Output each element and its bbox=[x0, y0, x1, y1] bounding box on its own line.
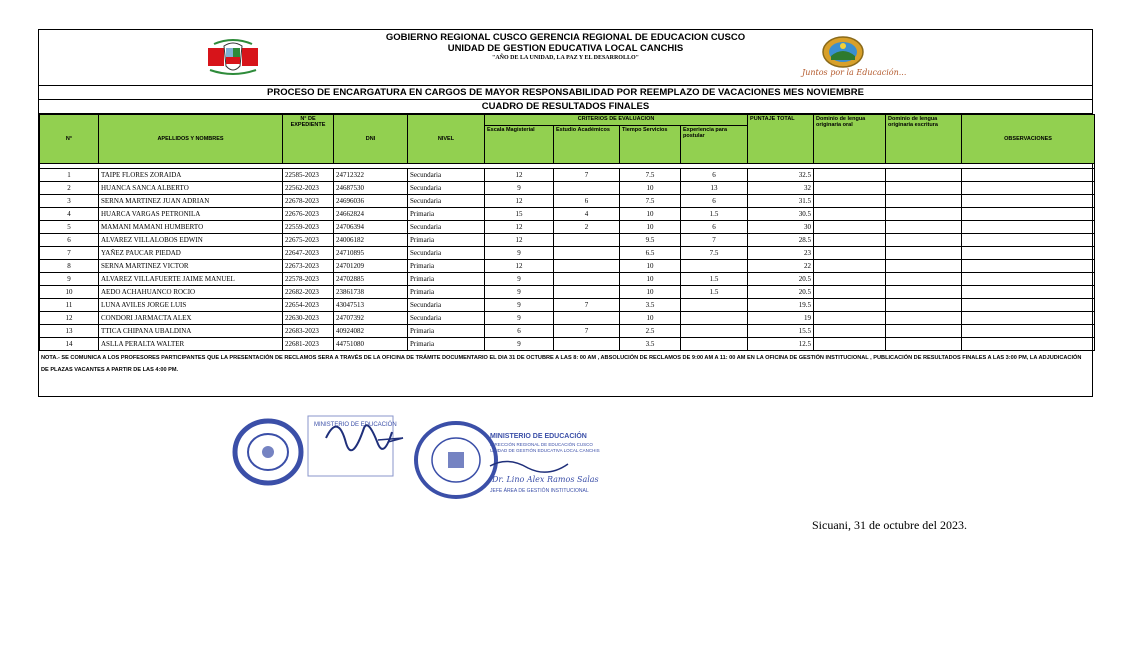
row-oral bbox=[814, 195, 886, 208]
row-number: 4 bbox=[40, 208, 99, 221]
row-name: SERNA MARTINEZ JUAN ADRIAN bbox=[99, 195, 283, 208]
right-seal-stamp bbox=[416, 423, 496, 497]
year-motto: "AÑO DE LA UNIDAD, LA PAZ Y EL DESARROLLO" bbox=[492, 55, 639, 61]
row-escala: 12 bbox=[485, 234, 554, 247]
row-estudios: 7 bbox=[554, 169, 620, 182]
table-row bbox=[40, 312, 1095, 325]
row-escala: 6 bbox=[485, 325, 554, 338]
ugel-line: UNIDAD DE GESTION EDUCATIVA LOCAL CANCHIS bbox=[447, 43, 684, 54]
row-escritura bbox=[886, 195, 962, 208]
row-escala: 9 bbox=[485, 182, 554, 195]
col-experiencia-header: Experiencia para postular bbox=[681, 126, 748, 164]
row-nivel: Secundaria bbox=[408, 247, 485, 260]
criterios-group-header: CRITERIOS DE EVALUACION bbox=[485, 115, 748, 126]
results-subtitle: CUADRO DE RESULTADOS FINALES bbox=[39, 100, 1092, 114]
row-escritura bbox=[886, 221, 962, 234]
row-number: 5 bbox=[40, 221, 99, 234]
row-puntaje: 32 bbox=[748, 182, 814, 195]
official-stamps-signatures bbox=[228, 408, 620, 506]
row-number: 7 bbox=[40, 247, 99, 260]
row-number: 2 bbox=[40, 182, 99, 195]
row-escala: 9 bbox=[485, 338, 554, 351]
left-seal-stamp bbox=[235, 421, 301, 483]
col-expediente-header: N° DE EXPEDIENTE bbox=[283, 115, 334, 164]
row-name: YAÑEZ PAUCAR PIEDAD bbox=[99, 247, 283, 260]
row-escala: 12 bbox=[485, 195, 554, 208]
row-number: 13 bbox=[40, 325, 99, 338]
table-row bbox=[40, 221, 1095, 234]
row-nivel: Primaria bbox=[408, 286, 485, 299]
row-nivel: Primaria bbox=[408, 325, 485, 338]
row-puntaje: 19.5 bbox=[748, 299, 814, 312]
row-experiencia bbox=[681, 338, 748, 351]
row-name: LUNA AVILES JORGE LUIS bbox=[99, 299, 283, 312]
row-oral bbox=[814, 260, 886, 273]
row-escala: 9 bbox=[485, 273, 554, 286]
row-escritura bbox=[886, 182, 962, 195]
row-estudios: 6 bbox=[554, 195, 620, 208]
row-dni: 43047513 bbox=[334, 299, 408, 312]
row-puntaje: 30 bbox=[748, 221, 814, 234]
row-expediente: 22673-2023 bbox=[283, 260, 334, 273]
row-nivel: Primaria bbox=[408, 208, 485, 221]
row-nivel: Secundaria bbox=[408, 312, 485, 325]
row-name: ALVAREZ VILLAFUERTE JAIME MANUEL bbox=[99, 273, 283, 286]
row-experiencia: 7.5 bbox=[681, 247, 748, 260]
row-name: ASLLA PERALTA WALTER bbox=[99, 338, 283, 351]
results-rows bbox=[40, 169, 1095, 351]
row-nivel: Primaria bbox=[408, 273, 485, 286]
row-dni: 24701209 bbox=[334, 260, 408, 273]
row-puntaje: 20.5 bbox=[748, 273, 814, 286]
row-number: 11 bbox=[40, 299, 99, 312]
row-name: TTICA CHIPANA UBALDINA bbox=[99, 325, 283, 338]
row-observaciones bbox=[962, 182, 1095, 195]
signer-role: JEFE ÁREA DE GESTIÓN INSTITUCIONAL bbox=[490, 488, 589, 494]
row-expediente: 22681-2023 bbox=[283, 338, 334, 351]
row-observaciones bbox=[962, 286, 1095, 299]
table-row bbox=[40, 273, 1095, 286]
row-oral bbox=[814, 169, 886, 182]
col-oral-header: Dominio de lengua originaria oral bbox=[814, 115, 886, 164]
row-tiempo: 6.5 bbox=[620, 247, 681, 260]
row-expediente: 22578-2023 bbox=[283, 273, 334, 286]
row-tiempo: 10 bbox=[620, 312, 681, 325]
table-row bbox=[40, 260, 1095, 273]
row-tiempo: 10 bbox=[620, 208, 681, 221]
row-expediente: 22675-2023 bbox=[283, 234, 334, 247]
row-number: 9 bbox=[40, 273, 99, 286]
row-expediente: 22559-2023 bbox=[283, 221, 334, 234]
row-observaciones bbox=[962, 221, 1095, 234]
row-puntaje: 19 bbox=[748, 312, 814, 325]
row-tiempo: 3.5 bbox=[620, 299, 681, 312]
row-observaciones bbox=[962, 299, 1095, 312]
row-name: MAMANI MAMANI HUMBERTO bbox=[99, 221, 283, 234]
row-oral bbox=[814, 221, 886, 234]
row-observaciones bbox=[962, 208, 1095, 221]
col-tiempo-header: Tiempo Servicios bbox=[620, 126, 681, 164]
row-experiencia: 1.5 bbox=[681, 286, 748, 299]
row-dni: 44751080 bbox=[334, 338, 408, 351]
row-puntaje: 22 bbox=[748, 260, 814, 273]
table-row bbox=[40, 286, 1095, 299]
row-observaciones bbox=[962, 247, 1095, 260]
row-oral bbox=[814, 312, 886, 325]
row-nivel: Secundaria bbox=[408, 182, 485, 195]
government-line: GOBIERNO REGIONAL CUSCO GERENCIA REGIONAL DE EDUCACION CUSCO bbox=[385, 32, 746, 43]
row-estudios bbox=[554, 182, 620, 195]
row-escritura bbox=[886, 299, 962, 312]
row-nivel: Secundaria bbox=[408, 169, 485, 182]
row-puntaje: 12.5 bbox=[748, 338, 814, 351]
row-oral bbox=[814, 299, 886, 312]
row-oral bbox=[814, 338, 886, 351]
row-experiencia: 1.5 bbox=[681, 273, 748, 286]
row-escritura bbox=[886, 208, 962, 221]
row-puntaje: 23 bbox=[748, 247, 814, 260]
row-puntaje: 32.5 bbox=[748, 169, 814, 182]
row-experiencia: 1.5 bbox=[681, 208, 748, 221]
left-stamp-text: MINISTERIO DE EDUCACIÓN bbox=[314, 422, 397, 428]
process-title: PROCESO DE ENCARGATURA EN CARGOS DE MAYOR RESPONSABILIDAD POR REEMPLAZO DE VACACIONES MES NOVIEMBRE bbox=[39, 86, 1092, 100]
row-escala: 9 bbox=[485, 286, 554, 299]
row-number: 8 bbox=[40, 260, 99, 273]
row-experiencia: 6 bbox=[681, 221, 748, 234]
row-dni: 40924082 bbox=[334, 325, 408, 338]
row-tiempo: 10 bbox=[620, 182, 681, 195]
row-escala: 12 bbox=[485, 169, 554, 182]
table-row bbox=[40, 208, 1095, 221]
row-dni: 24712322 bbox=[334, 169, 408, 182]
right-rectangular-stamp bbox=[490, 431, 600, 494]
col-nombres-header: APELLIDOS Y NOMBRES bbox=[99, 115, 283, 164]
row-number: 12 bbox=[40, 312, 99, 325]
row-experiencia: 13 bbox=[681, 182, 748, 195]
row-estudios: 7 bbox=[554, 325, 620, 338]
row-observaciones bbox=[962, 195, 1095, 208]
row-escala: 12 bbox=[485, 221, 554, 234]
right-stamp-title: MINISTERIO DE EDUCACIÓN bbox=[490, 433, 587, 440]
row-escritura bbox=[886, 169, 962, 182]
row-dni: 24707392 bbox=[334, 312, 408, 325]
col-n-header: N° bbox=[40, 115, 99, 164]
row-escritura bbox=[886, 286, 962, 299]
row-dni: 24696036 bbox=[334, 195, 408, 208]
nota-paragraph: NOTA.- SE COMUNICA A LOS PROFESORES PARTICIPANTES QUE LA PRESENTACIÓN DE RECLAMOS SERA A TRAVÉS DE LA OFICINA DE TRÁMITE DOCUMENTARIO EL DIA 31 DE OCTUBRE A LAS 8: 00 AM , ABSOLUCIÓN DE RECLAMOS DE 9:00 AM A 11: 00 AM EN LA OFICINA DE GESTIÓN INSTITUCIONAL , PUBLICACIÓN DE RESULTADOS FINALES A LAS 3:00 PM, LA ADJUDICACIÓN DE PLAZAS VACANTES A PARTIR DE LAS 4:00 PM. bbox=[41, 355, 1082, 373]
table-row bbox=[40, 182, 1095, 195]
row-estudios: 7 bbox=[554, 299, 620, 312]
row-oral bbox=[814, 286, 886, 299]
row-tiempo: 7.5 bbox=[620, 169, 681, 182]
results-document bbox=[38, 29, 1093, 397]
row-name: ALVAREZ VILLALOBOS EDWIN bbox=[99, 234, 283, 247]
row-tiempo: 2.5 bbox=[620, 325, 681, 338]
row-estudios bbox=[554, 286, 620, 299]
row-name: HUANCA SANCA ALBERTO bbox=[99, 182, 283, 195]
row-name: AEDO ACHAHUANCO ROCIO bbox=[99, 286, 283, 299]
col-escritura-header: Dominio de lengua originaria escritura bbox=[886, 115, 962, 164]
row-escala: 9 bbox=[485, 247, 554, 260]
row-nivel: Secundaria bbox=[408, 299, 485, 312]
row-estudios bbox=[554, 273, 620, 286]
row-estudios bbox=[554, 312, 620, 325]
row-expediente: 22683-2023 bbox=[283, 325, 334, 338]
row-expediente: 22654-2023 bbox=[283, 299, 334, 312]
results-table bbox=[39, 114, 1095, 351]
row-name: HUARCA VARGAS PETRONILA bbox=[99, 208, 283, 221]
row-escritura bbox=[886, 273, 962, 286]
row-observaciones bbox=[962, 169, 1095, 182]
row-puntaje: 15.5 bbox=[748, 325, 814, 338]
row-name: SERNA MARTINEZ VICTOR bbox=[99, 260, 283, 273]
row-dni: 24706394 bbox=[334, 221, 408, 234]
col-estudios-header: Estudio Académicos bbox=[554, 126, 620, 164]
row-estudios bbox=[554, 260, 620, 273]
row-escritura bbox=[886, 338, 962, 351]
row-number: 3 bbox=[40, 195, 99, 208]
row-nivel: Primaria bbox=[408, 260, 485, 273]
row-expediente: 22630-2023 bbox=[283, 312, 334, 325]
row-tiempo: 3.5 bbox=[620, 338, 681, 351]
row-observaciones bbox=[962, 260, 1095, 273]
row-puntaje: 31.5 bbox=[748, 195, 814, 208]
row-expediente: 22676-2023 bbox=[283, 208, 334, 221]
row-estudios bbox=[554, 338, 620, 351]
row-dni: 24702885 bbox=[334, 273, 408, 286]
row-observaciones bbox=[962, 312, 1095, 325]
row-experiencia: 6 bbox=[681, 169, 748, 182]
table-row bbox=[40, 325, 1095, 338]
row-observaciones bbox=[962, 273, 1095, 286]
row-estudios bbox=[554, 247, 620, 260]
row-escritura bbox=[886, 325, 962, 338]
row-experiencia bbox=[681, 260, 748, 273]
row-nivel: Primaria bbox=[408, 234, 485, 247]
row-escritura bbox=[886, 247, 962, 260]
row-experiencia bbox=[681, 325, 748, 338]
row-tiempo: 10 bbox=[620, 286, 681, 299]
ugel-slogan: Juntos por la Educación... bbox=[802, 68, 907, 77]
col-nivel-header: NIVEL bbox=[408, 115, 485, 164]
row-expediente: 22647-2023 bbox=[283, 247, 334, 260]
table-row bbox=[40, 247, 1095, 260]
table-row bbox=[40, 234, 1095, 247]
row-estudios: 2 bbox=[554, 221, 620, 234]
row-nivel: Secundaria bbox=[408, 195, 485, 208]
row-expediente: 22562-2023 bbox=[283, 182, 334, 195]
row-oral bbox=[814, 208, 886, 221]
row-experiencia bbox=[681, 299, 748, 312]
row-puntaje: 30.5 bbox=[748, 208, 814, 221]
row-dni: 24710895 bbox=[334, 247, 408, 260]
row-name: TAIPE FLORES ZORAIDA bbox=[99, 169, 283, 182]
document-header bbox=[39, 30, 1092, 86]
col-observaciones-header: OBSERVACIONES bbox=[962, 115, 1095, 164]
row-tiempo: 10 bbox=[620, 273, 681, 286]
row-escala: 9 bbox=[485, 299, 554, 312]
date-line: Sicuani, 31 de octubre del 2023. bbox=[812, 518, 967, 532]
row-puntaje: 28.5 bbox=[748, 234, 814, 247]
row-name: CONDORI JARMACTA ALEX bbox=[99, 312, 283, 325]
signer-name: Dr. Lino Alex Ramos Salas bbox=[492, 475, 599, 484]
left-rectangular-stamp bbox=[308, 416, 403, 476]
row-estudios: 4 bbox=[554, 208, 620, 221]
row-escritura bbox=[886, 234, 962, 247]
row-oral bbox=[814, 234, 886, 247]
row-observaciones bbox=[962, 234, 1095, 247]
row-escala: 15 bbox=[485, 208, 554, 221]
row-oral bbox=[814, 182, 886, 195]
row-number: 10 bbox=[40, 286, 99, 299]
row-number: 6 bbox=[40, 234, 99, 247]
row-number: 1 bbox=[40, 169, 99, 182]
row-oral bbox=[814, 325, 886, 338]
col-puntaje-header: PUNTAJE TOTAL bbox=[748, 115, 814, 164]
row-escala: 9 bbox=[485, 312, 554, 325]
row-dni: 23861738 bbox=[334, 286, 408, 299]
row-observaciones bbox=[962, 338, 1095, 351]
col-escala-header: Escala Magisterial bbox=[485, 126, 554, 164]
row-experiencia: 7 bbox=[681, 234, 748, 247]
row-escritura bbox=[886, 260, 962, 273]
row-tiempo: 10 bbox=[620, 221, 681, 234]
row-tiempo: 7.5 bbox=[620, 195, 681, 208]
row-observaciones bbox=[962, 325, 1095, 338]
row-expediente: 22585-2023 bbox=[283, 169, 334, 182]
row-escala: 12 bbox=[485, 260, 554, 273]
row-expediente: 22678-2023 bbox=[283, 195, 334, 208]
row-escritura bbox=[886, 312, 962, 325]
row-oral bbox=[814, 273, 886, 286]
row-tiempo: 10 bbox=[620, 260, 681, 273]
row-estudios bbox=[554, 234, 620, 247]
table-row bbox=[40, 299, 1095, 312]
row-expediente: 22682-2023 bbox=[283, 286, 334, 299]
row-experiencia: 6 bbox=[681, 195, 748, 208]
table-row bbox=[40, 169, 1095, 182]
right-stamp-sub1: DIRECCIÓN REGIONAL DE EDUCACIÓN CUSCO bbox=[490, 442, 593, 447]
row-tiempo: 9.5 bbox=[620, 234, 681, 247]
col-dni-header: DNI bbox=[334, 115, 408, 164]
right-stamp-sub2: UNIDAD DE GESTIÓN EDUCATIVA LOCAL CANCHIS bbox=[490, 448, 600, 453]
row-puntaje: 20.5 bbox=[748, 286, 814, 299]
table-row bbox=[40, 338, 1095, 351]
row-experiencia bbox=[681, 312, 748, 325]
row-nivel: Secundaria bbox=[408, 221, 485, 234]
row-dni: 24662824 bbox=[334, 208, 408, 221]
row-dni: 24006182 bbox=[334, 234, 408, 247]
row-oral bbox=[814, 247, 886, 260]
row-nivel: Primaria bbox=[408, 338, 485, 351]
row-dni: 24687530 bbox=[334, 182, 408, 195]
row-number: 14 bbox=[40, 338, 99, 351]
table-row bbox=[40, 195, 1095, 208]
